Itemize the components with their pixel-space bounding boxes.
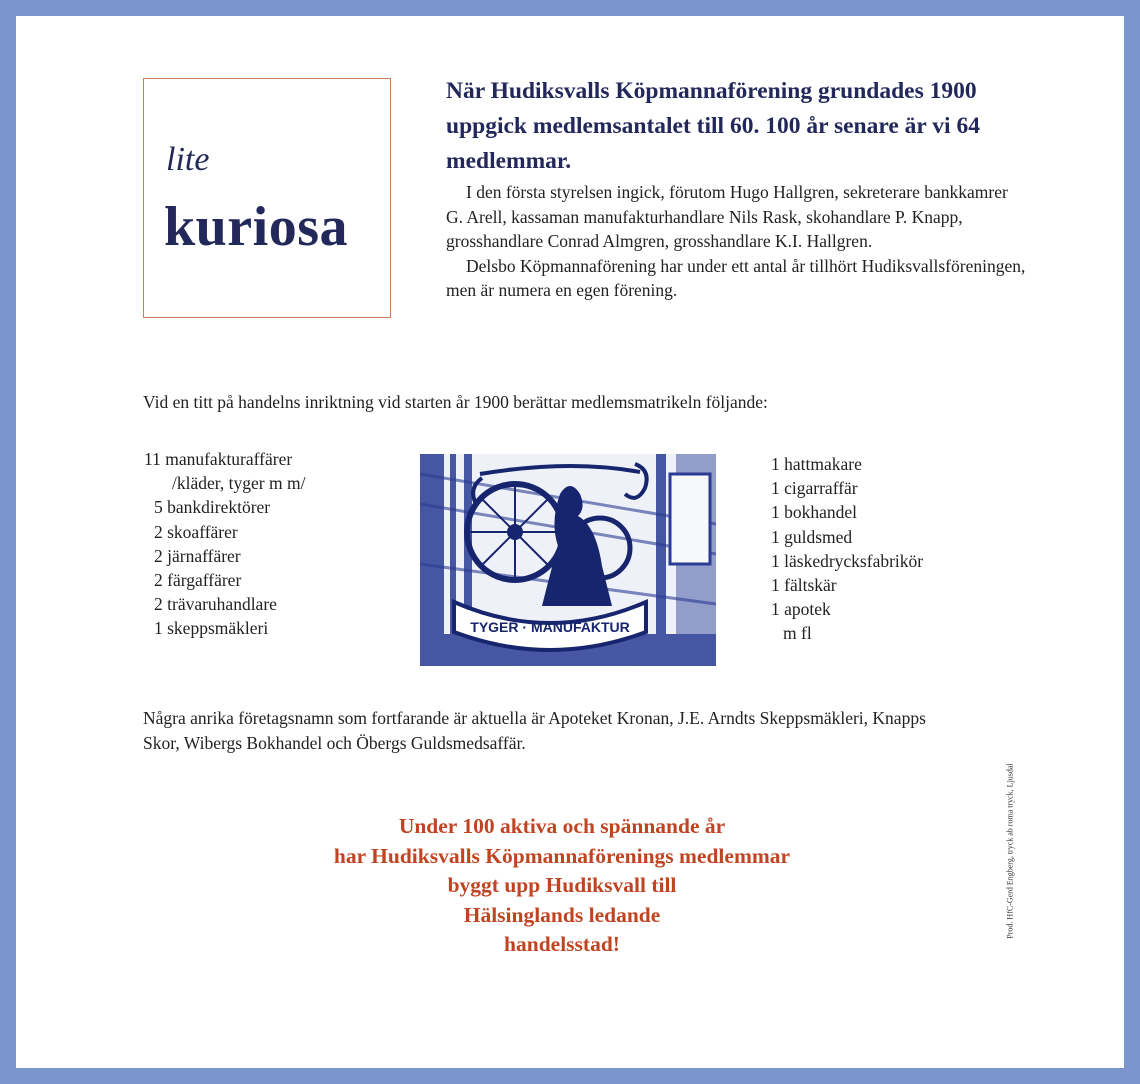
trade-list-left	[144, 447, 305, 641]
list-item: 2 skoaffärer	[154, 521, 238, 542]
slogan-line: Hälsinglands ledande	[463, 902, 661, 927]
list-item: 2 järnaffärer	[154, 545, 241, 566]
list-item: 1 skeppsmäkleri	[154, 618, 269, 639]
production-credit	[1004, 736, 1016, 966]
title-big: kuriosa	[164, 196, 348, 258]
slogan-line: har Hudiksvalls Köpmannaförenings medlemmar	[333, 843, 791, 868]
trade-list-right	[771, 452, 923, 646]
slogan	[272, 812, 852, 960]
credit-text: Prod. HfC-Gerd Engberg, tryck ab roma tryck, Ljusdal	[1005, 763, 1015, 939]
list-item: 5 bankdirektörer	[154, 497, 271, 518]
list-item: 2 trävaruhandlare	[154, 594, 277, 615]
list-item: 1 apotek	[771, 599, 831, 620]
intro-paragraph-1: I den första styrelsen ingick, förutom Hugo Hallgren, sekreterare bankkamrer G. Arell, kassaman manufakturhandlare Nils Rask, skohandlare P. Knapp, grosshandlare Conrad Almgren, grosshandlare K.I. Hallgren.	[446, 182, 1008, 251]
list-item: 11 manufakturaffärer	[144, 449, 293, 469]
headline: När Hudiksvalls Köpmannaförening grundades 1900 uppgick medlemsantalet till 60. 100 år senare är vi 64 medlemmar.	[446, 78, 980, 174]
title-box	[143, 78, 391, 318]
list-item: 1 bokhandel	[771, 502, 858, 523]
shop-sign-photo	[420, 454, 716, 666]
list-item: 2 färgaffärer	[154, 570, 242, 591]
list-item: /kläder, tyger m m/	[172, 473, 306, 494]
document-page	[16, 16, 1124, 1068]
lead-sentence: Vid en titt på handelns inriktning vid starten år 1900 berättar medlemsmatrikeln följande:	[143, 392, 768, 412]
shop-sign-illustration	[420, 454, 716, 666]
closing-paragraph: Några anrika företagsnamn som fortfarande är aktuella är Apoteket Kronan, J.E. Arndts Skeppsmäkleri, Knapps Skor, Wibergs Bokhandel och Öbergs Guldsmedsaffär.	[143, 708, 926, 753]
list-item: 1 fältskär	[771, 575, 837, 596]
title-small: lite	[166, 141, 210, 178]
list-item: 1 läskedrycksfabrikör	[771, 550, 924, 571]
slogan-line: Under 100 aktiva och spännande år	[398, 814, 726, 838]
list-item: m fl	[783, 623, 812, 644]
list-item: 1 hattmakare	[771, 454, 862, 474]
slogan-line: handelsstad!	[504, 932, 620, 956]
list-item: 1 cigarraffär	[771, 478, 858, 499]
intro-paragraph-2: Delsbo Köpmannaförening har under ett antal år tillhört Hudiksvallsföreningen, men är numera en egen förening.	[446, 255, 1026, 300]
slogan-line: byggt upp Hudiksvall till	[447, 873, 677, 897]
list-item: 1 guldsmed	[771, 526, 853, 547]
shop-sign-text: TYGER · MANUFAKTUR	[470, 619, 630, 635]
intro-text	[446, 180, 1026, 303]
